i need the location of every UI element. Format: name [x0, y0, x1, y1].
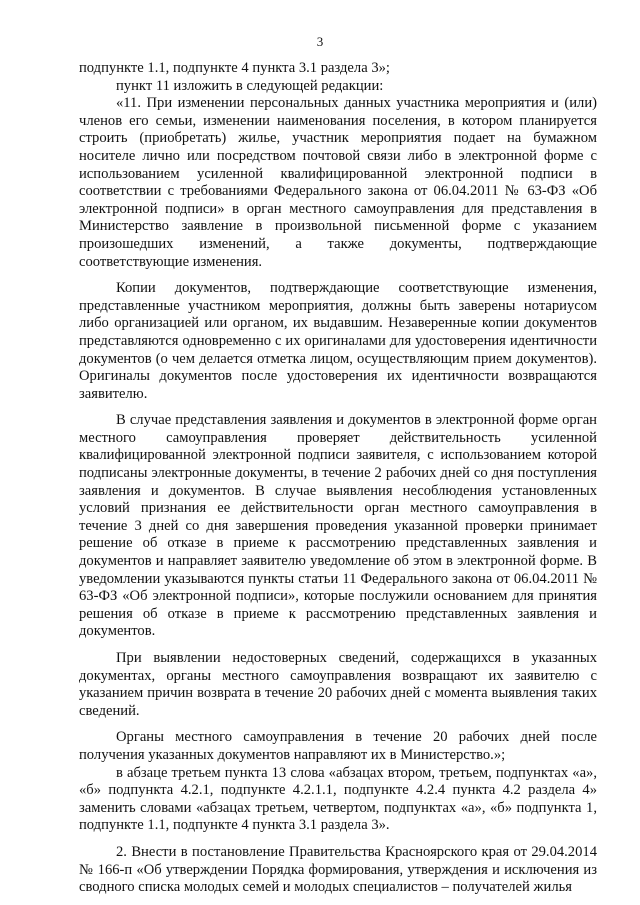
paragraph-item-11-text: «11. При изменении персональных данных участника мероприятия и (или) членов его семьи, изменении наименования поселения, в котором планируется строить (приобретать) жилье, участник мероприятия подает на бумажном носителе лично или посредством почтовой связи либо в электронной форме с использованием усиленной квалифицированной электронной подписи в соответствии с требованиями Федерального закона от 06.04.2011 № 63-ФЗ «Об электронной подписи» в орган местного самоуправления для представления в Министерство заявление в произвольной письменной форме с указанием произошедших изменений, а также документы, подтверждающие соответствующие изменения. — [79, 95, 597, 270]
paragraph-copies: Копии документов, подтверждающие соответствующие изменения, представленные участником мероприятия, должны быть заверены нотариусом либо организацией или органом, их выдавшим. Незаверенные копии документов представляются одновременно с их оригиналами для удостоверения идентичности документов (о чем делается отметка лицом, осуществляющим прием документов). Оригиналы документов после удостоверения их идентичности возвращаются заявителю. — [79, 280, 597, 402]
paragraph-unreliable-info: При выявлении недостоверных сведений, содержащихся в указанных документах, органы местного самоуправления возвращают их заявителю с указанием причин возврата в течение 20 рабочих дней с момента выявления таких сведений. — [79, 650, 597, 719]
document-body — [79, 60, 597, 897]
page-number: 3 — [316, 34, 324, 49]
paragraph-continuation: подпункте 1.1, подпункте 4 пункта 3.1 раздела 3»; — [79, 60, 390, 76]
paragraph-item-13-amendment: в абзаце третьем пункта 13 слова «абзацах втором, третьем, подпунктах «а», «б» подпункта 4.2.1, подпункте 4.2.1.1, подпункте 4.2.4 пункта 4.2 раздела 4» заменить словами «абзацах третьем, четвертом, подпунктах «а», «б» подпункта 1, подпункте 1.1, подпункте 4 пункта 3.1 раздела 3». — [79, 764, 597, 834]
paragraph-item-11-intro: пункт 11 изложить в следующей редакции: — [116, 77, 384, 94]
paragraph-item-2: 2. Внести в постановление Правительства Красноярского края от 29.04.2014 № 166-п «Об утверждении Порядка формирования, утверждения и исключения из сводного списка молодых семей и молодых специалистов – получателей жилья — [79, 843, 597, 896]
paragraph-local-authorities: Органы местного самоуправления в течение 20 рабочих дней после получения указанных документов направляют их в Министерство.»; — [79, 729, 597, 763]
paragraph-electronic-form: В случае представления заявления и документов в электронной форме орган местного самоуправления проверяет действительность усиленной квалифицированной электронной подписи заявителя, с использованием которой подписаны электронные документы, в течение 2 рабочих дней со дня поступления заявления и документов. В случае выявления несоблюдения установленных условий признания ее действительности орган местного самоуправления в течение 3 дней со дня завершения проведения указанной проверки принимает решение об отказе в приеме к рассмотрению представленных заявления и документов и направляет заявителю уведомление об этом в электронной форме. В уведомлении указываются пункты статьи 11 Федерального закона от 06.04.2011 № 63-ФЗ «Об электронной подписи», которые послужили основанием для принятия решения об отказе в приеме к рассмотрению представленных заявления и документов. — [79, 412, 597, 640]
